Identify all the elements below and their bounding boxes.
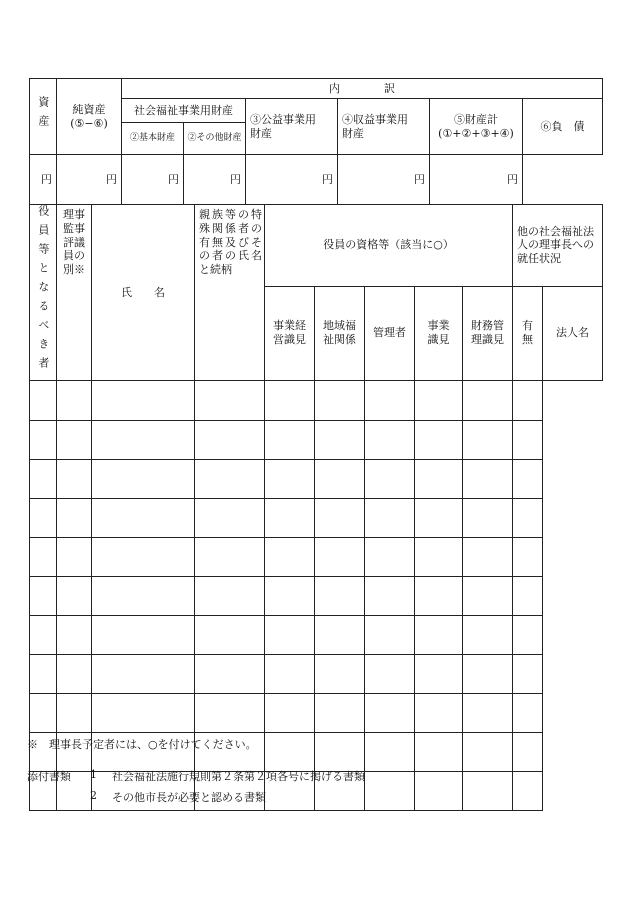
officer-cell[interactable] [415,420,463,459]
officer-cell[interactable] [265,459,315,498]
officer-cell[interactable] [30,576,57,615]
officer-cell[interactable] [92,537,195,576]
officer-cell[interactable] [415,498,463,537]
relatives-header: 親族等の特殊関係者の有無及びその者の氏名と続柄 [195,205,265,381]
officer-row [30,537,603,576]
officer-row [30,615,603,654]
officer-cell[interactable] [195,380,265,420]
officer-cell[interactable] [265,537,315,576]
officer-side-label: 役員等となるべき者 [30,205,57,381]
property-total-header: ⑤財産計 (①+②+③+④) [430,99,523,155]
qualification-header: 役員の資格等（該当に○） [265,205,513,287]
officer-cell[interactable] [415,654,463,693]
officer-cell[interactable] [30,693,57,732]
officer-cell[interactable] [415,459,463,498]
officer-cell[interactable] [513,498,543,537]
officer-cell[interactable] [195,615,265,654]
officer-cell[interactable] [92,576,195,615]
officer-cell[interactable] [463,459,513,498]
officer-cell[interactable] [513,693,543,732]
officer-cell[interactable] [463,420,513,459]
officer-cell[interactable] [265,615,315,654]
attachments-label: 添付書類 [27,770,71,783]
officer-cell[interactable] [57,576,92,615]
officer-cell[interactable] [463,576,513,615]
officer-cell[interactable] [195,420,265,459]
officer-cell[interactable] [315,537,365,576]
officer-cell[interactable] [315,420,365,459]
attachment-1-text: 社会福祉法施行規則第２条第２項各号に掲げる書類 [112,770,365,783]
officer-cell[interactable] [315,732,365,771]
attachment-2-number: 2 [90,789,97,802]
officer-cell[interactable] [315,615,365,654]
officer-cell[interactable] [57,380,92,420]
officer-cell[interactable] [513,732,543,771]
officer-cell[interactable] [315,459,365,498]
officer-row [30,420,603,459]
officer-cell[interactable] [513,771,543,810]
officer-cell[interactable] [513,459,543,498]
other-chair-header: 他の社会福祉法人の理事長への就任状況 [513,205,603,287]
officer-cell[interactable] [365,498,415,537]
officer-cell[interactable] [513,576,543,615]
officer-cell[interactable] [463,380,513,420]
officer-cell[interactable] [365,380,415,420]
officer-cell[interactable] [30,615,57,654]
welfare-property-header: 社会福祉事業用財産 [122,99,246,123]
officer-cell[interactable] [513,380,543,420]
officer-cell[interactable] [365,459,415,498]
officer-cell[interactable] [57,615,92,654]
officer-cell[interactable] [463,654,513,693]
officer-cell[interactable] [315,654,365,693]
public-interest-header: ③公益事業用 財産 [246,99,338,155]
officer-cell[interactable] [195,693,265,732]
other-property-header: ②その他財産 [184,123,246,155]
officer-cell[interactable] [365,771,415,810]
officer-cell[interactable] [265,732,315,771]
officer-cell[interactable] [30,654,57,693]
officer-table [29,204,603,811]
officer-row [30,380,603,420]
note-chairperson: ※ 理事長予定者には、○を付けてください。 [27,738,257,751]
officer-row [30,693,603,732]
officer-cell[interactable] [415,771,463,810]
asset-side-label: 資産 [30,79,57,155]
officer-cell[interactable] [463,693,513,732]
officer-cell[interactable] [365,732,415,771]
officer-cell[interactable] [92,459,195,498]
officer-cell[interactable] [463,615,513,654]
officer-cell[interactable] [57,498,92,537]
officer-cell[interactable] [415,380,463,420]
officer-cell[interactable] [195,537,265,576]
officer-cell[interactable] [513,420,543,459]
officer-cell[interactable] [463,537,513,576]
basic-property-header: ②基本財産 [122,123,184,155]
qual-business-insight-header: 事業 識見 [415,286,463,380]
qual-business-mgmt-header: 事業経 営識見 [265,286,315,380]
name-header: 氏 名 [92,205,195,381]
qual-manager-header: 管理者 [365,286,415,380]
officer-cell[interactable] [265,576,315,615]
officer-cell[interactable] [195,498,265,537]
officer-cell[interactable] [92,420,195,459]
officer-cell[interactable] [30,420,57,459]
officer-cell[interactable] [365,420,415,459]
officer-cell[interactable] [415,693,463,732]
officer-cell[interactable] [463,771,513,810]
officer-cell[interactable] [92,615,195,654]
attachment-1-number: 1 [90,768,97,781]
officer-cell[interactable] [195,654,265,693]
officer-cell[interactable] [92,380,195,420]
officer-cell[interactable] [30,380,57,420]
officer-cell[interactable] [265,693,315,732]
officer-cell[interactable] [415,732,463,771]
officer-cell[interactable] [30,537,57,576]
net-assets-cell[interactable]: 円 [30,155,57,205]
officer-cell[interactable] [265,380,315,420]
officer-row [30,498,603,537]
officer-cell[interactable] [315,498,365,537]
other-property-cell[interactable]: 円 [122,155,184,205]
property-total-cell[interactable]: 円 [338,155,430,205]
officer-cell[interactable] [415,576,463,615]
qual-regional-welfare-header: 地域福 祉関係 [315,286,365,380]
role-header: 理事 監事 評議 員の 別※ [57,205,92,381]
officer-cell[interactable] [415,615,463,654]
officer-cell[interactable] [513,615,543,654]
officer-cell[interactable] [195,576,265,615]
attachment-2-text: その他市長が必要と認める書類 [112,791,266,804]
officer-cell[interactable] [92,498,195,537]
liabilities-cell[interactable]: 円 [430,155,523,205]
officer-cell[interactable] [30,498,57,537]
asset-table [29,78,603,205]
officer-row [30,576,603,615]
profit-property-header: ④収益事業用 財産 [338,99,430,155]
officer-cell[interactable] [315,380,365,420]
officer-cell[interactable] [57,420,92,459]
officer-cell[interactable] [315,576,365,615]
officer-row [30,459,603,498]
officer-cell[interactable] [265,654,315,693]
officer-cell[interactable] [92,654,195,693]
officer-cell[interactable] [513,654,543,693]
basic-property-cell[interactable]: 円 [57,155,122,205]
officer-cell[interactable] [265,420,315,459]
officer-cell[interactable] [57,459,92,498]
officer-cell[interactable] [92,693,195,732]
public-interest-cell[interactable]: 円 [184,155,246,205]
officer-cell[interactable] [365,615,415,654]
yes-no-header: 有 無 [513,286,543,380]
qual-financial-mgmt-header: 財務管 理識見 [463,286,513,380]
officer-cell[interactable] [365,576,415,615]
officer-cell[interactable] [57,693,92,732]
officer-cell[interactable] [415,537,463,576]
breakdown-header: 内 訳 [122,79,603,99]
officer-cell[interactable] [265,498,315,537]
net-assets-header: 純資産 (⑤−⑥) [57,79,122,155]
officer-cell[interactable] [30,459,57,498]
officer-cell[interactable] [365,654,415,693]
officer-cell[interactable] [463,732,513,771]
officer-cell[interactable] [57,537,92,576]
profit-property-cell[interactable]: 円 [246,155,338,205]
officer-cell[interactable] [315,693,365,732]
officer-row [30,654,603,693]
officer-cell[interactable] [365,693,415,732]
officer-cell[interactable] [195,459,265,498]
liabilities-header: ⑥負 債 [523,99,603,155]
corp-name-header: 法人名 [543,286,603,380]
officer-cell[interactable] [365,537,415,576]
officer-cell[interactable] [513,537,543,576]
officer-cell[interactable] [463,498,513,537]
officer-cell[interactable] [57,654,92,693]
